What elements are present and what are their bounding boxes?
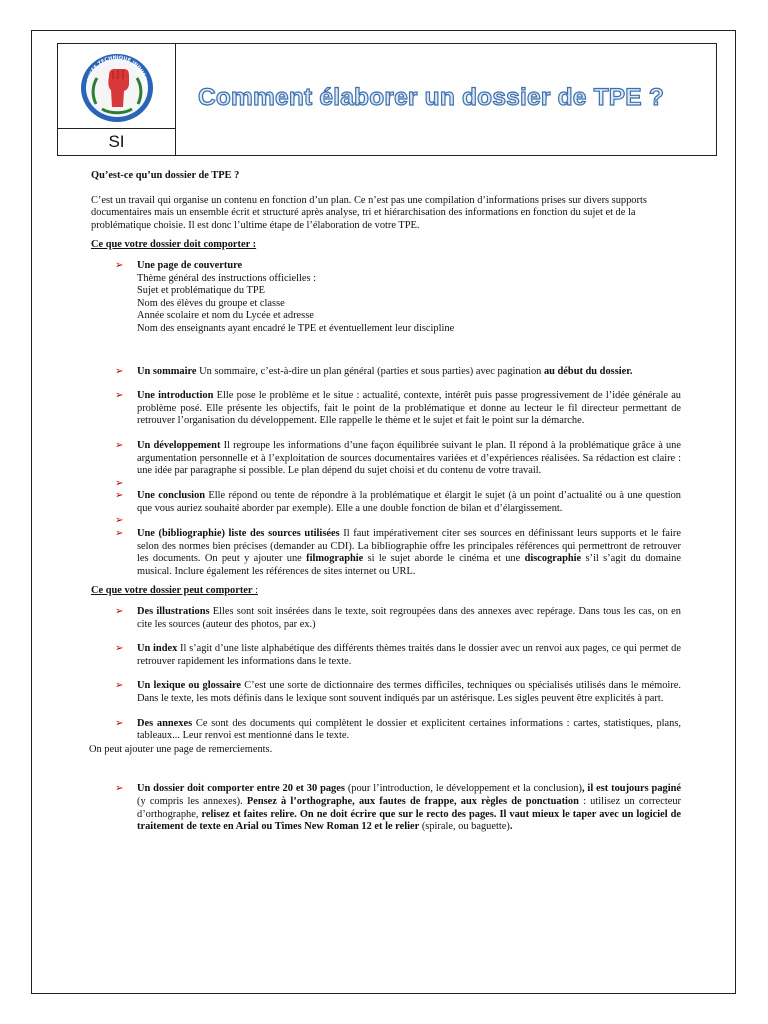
header-box <box>57 43 717 156</box>
logo-cell <box>58 44 176 128</box>
cover-line: Nom des élèves du groupe et classe <box>137 297 285 309</box>
item-text: (spirale, ou baguette) <box>419 821 510 833</box>
item-text: s’il s’agit du domaine musical. Inclure également les références de sites internet ou URL. <box>137 553 681 577</box>
required-items-list <box>91 260 681 578</box>
item-emphasis: Pensez à l’orthographe, aux fautes de frappe, aux règles de ponctuation <box>246 795 579 807</box>
list-item-length-requirements <box>91 783 681 833</box>
arrow-bullet-icon: ➢ <box>115 680 124 692</box>
item-title: Un index <box>137 643 178 655</box>
list-item-cover <box>91 260 681 336</box>
section-heading-optional <box>91 585 681 598</box>
item-text: Il s’agit d’une liste alphabétique des différents thèmes traités dans le dossier avec un renvoi aux pages, ce qui permet de retrouver rapidement les informations dans le texte. <box>137 643 681 667</box>
cover-line: Année scolaire et nom du Lycée et adresse <box>137 310 314 322</box>
cover-line: Thème général des instructions officielles : <box>137 272 316 284</box>
item-title: Une introduction <box>137 390 214 402</box>
item-emphasis: discographie <box>524 553 582 565</box>
list-item-sources <box>91 528 681 578</box>
subject-code: SI <box>58 128 176 155</box>
arrow-bullet-icon: ➢ <box>115 439 124 451</box>
logo-text: LYCÉE TECHNIQUE INDUSTRI <box>86 54 149 87</box>
list-item-developpement <box>91 440 681 478</box>
item-emphasis: Un dossier doit comporter entre 20 et 30 pages <box>137 783 345 795</box>
list-item-introduction <box>91 390 681 428</box>
item-text: Elles sont soit insérées dans le texte, soit regroupées dans des annexes avec repérage. Dans tous les cas, on en cite les sources (auteur des photos, par ex.) <box>137 606 681 630</box>
arrow-bullet-icon: ➢ <box>115 490 124 502</box>
arrow-bullet-icon: ➢ <box>115 390 124 402</box>
item-title: Un sommaire <box>137 365 197 377</box>
arrow-bullet-icon: ➢ <box>115 783 124 795</box>
item-emphasis: relisez et faites relire. On ne doit écrire que sur le recto des pages. Il vaut mieux le taper avec un logiciel de traitement de texte en Arial ou Times New Roman 12 et le relier <box>137 808 681 833</box>
final-items-list <box>91 783 681 833</box>
list-item-illustrations <box>91 606 681 631</box>
arrow-bullet-icon: ➢ <box>115 515 124 527</box>
cover-line: Nom des enseignants ayant encadré le TPE et éventuellement leur discipline <box>137 322 455 334</box>
intro-paragraph: C’est un travail qui organise un contenu en fonction d’un plan. Ce n’est pas une compilation d’informations prises sur divers supports documentaires mais un ensemble écrit et structuré après analyse, tri et hiérarchisation des informations en fonction du sujet et de la problématique choisie. Il est donc l’ultime étape de l’élaboration de votre TPE. <box>91 194 647 231</box>
item-text: : utilisez un correcteur d’orthographe, <box>137 795 681 820</box>
arrow-bullet-icon: ➢ <box>115 259 124 271</box>
section-heading-text: Ce que votre dossier doit comporter <box>91 239 251 251</box>
list-item-index <box>91 643 681 668</box>
item-title: Un développement <box>137 439 221 451</box>
item-title: Une (bibliographie) liste des sources utilisées <box>137 528 340 540</box>
section-heading-required <box>91 239 681 252</box>
item-text: Elle répond ou tente de répondre à la problématique et élargit le sujet (à un point d’actualité ou à une question que vous auriez souhaité aborder par exemple). Elle a une double fonction de bilan et d’élargissement. <box>137 490 681 514</box>
item-emphasis: au début du dossier. <box>543 365 633 377</box>
arrow-bullet-icon: ➢ <box>115 477 124 489</box>
list-item-empty <box>91 515 681 528</box>
arrow-bullet-icon: ➢ <box>115 606 124 618</box>
list-item-annexes <box>91 718 681 743</box>
item-title: Un lexique ou glossaire <box>137 680 242 692</box>
item-text: Il faut impérativement citer ses sources en définissant leurs supports et le faire selon des normes bien précises (demander au CDI). La bibliographie offre les principales références qui permettront de retrouver les documents. On peut y ajouter une <box>137 528 681 565</box>
cover-line: Sujet et problématique du TPE <box>137 285 265 297</box>
page-title: Comment élaborer un dossier de TPE ? <box>198 84 664 111</box>
item-title: Des illustrations <box>137 606 210 618</box>
item-title: Une conclusion <box>137 490 206 502</box>
section-heading-text: Ce que votre dossier peut comporter <box>91 585 253 597</box>
document-body <box>91 170 681 834</box>
item-text: Un sommaire, c’est-à-dire un plan général (parties et sous parties) avec pagination <box>196 365 544 377</box>
list-item-empty <box>91 478 681 491</box>
item-text: si le sujet aborde le cinéma et une <box>363 553 525 565</box>
remerciements-note: On peut ajouter une page de remerciements. <box>89 743 273 755</box>
item-title: Des annexes <box>137 717 193 729</box>
list-item-conclusion <box>91 490 681 515</box>
list-item-sommaire <box>91 366 681 379</box>
item-text: (y compris les annexes). <box>137 795 247 807</box>
item-text: Elle pose le problème et le situe : actualité, contexte, intérêt puis passe progressivement de l’idée générale au problème posé. Elle présente les objectifs, fait le point de la problématique et donne au lecteur le fil directeur permettant de retrouver l’organisation du développement. Elle rappelle le thème et le sujet et fait le point sur la démarche. <box>137 390 682 427</box>
section-heading-colon: : <box>252 585 259 597</box>
item-emphasis: , il est toujours paginé <box>581 783 682 795</box>
item-title: Une page de couverture <box>137 259 243 271</box>
section-heading-colon: : <box>250 239 257 251</box>
list-item-lexique <box>91 680 681 705</box>
item-text: (pour l’introduction, le développement et la conclusion) <box>344 783 582 795</box>
item-text: C’est une sorte de dictionnaire des termes difficiles, techniques ou spécialisés utilisés dans le mémoire. Dans le texte, les mots définis dans le lexique sont souvent indiqués par un astérisque. Les sigles peuvent être explicités à part. <box>137 680 681 704</box>
arrow-bullet-icon: ➢ <box>115 528 124 540</box>
school-logo-icon <box>78 52 156 124</box>
arrow-bullet-icon: ➢ <box>115 643 124 655</box>
arrow-bullet-icon: ➢ <box>115 365 124 377</box>
item-text: Ce sont des documents qui complètent le dossier et explicitent certaines informations : cartes, statistiques, plans, tableaux... Leur renvoi est mentionné dans le texte. <box>137 717 681 742</box>
item-emphasis: . <box>509 821 513 833</box>
intro-question: Qu’est-ce qu’un dossier de TPE ? <box>91 170 240 181</box>
arrow-bullet-icon: ➢ <box>115 717 124 729</box>
optional-items-list <box>91 606 681 743</box>
title-cell <box>176 44 716 155</box>
item-emphasis: filmographie <box>306 553 364 565</box>
item-text: Il regroupe les informations d’une façon équilibrée suivant le plan. Il répond à la problématique grâce à une argumentation personnelle et à l’exploitation de sources documentaires variées et d’expériences réalisées. Sa rédaction est claire : une idée par paragraphe si possible. Le plan dépend du sujet choisi et du contenu de votre travail. <box>137 439 681 477</box>
